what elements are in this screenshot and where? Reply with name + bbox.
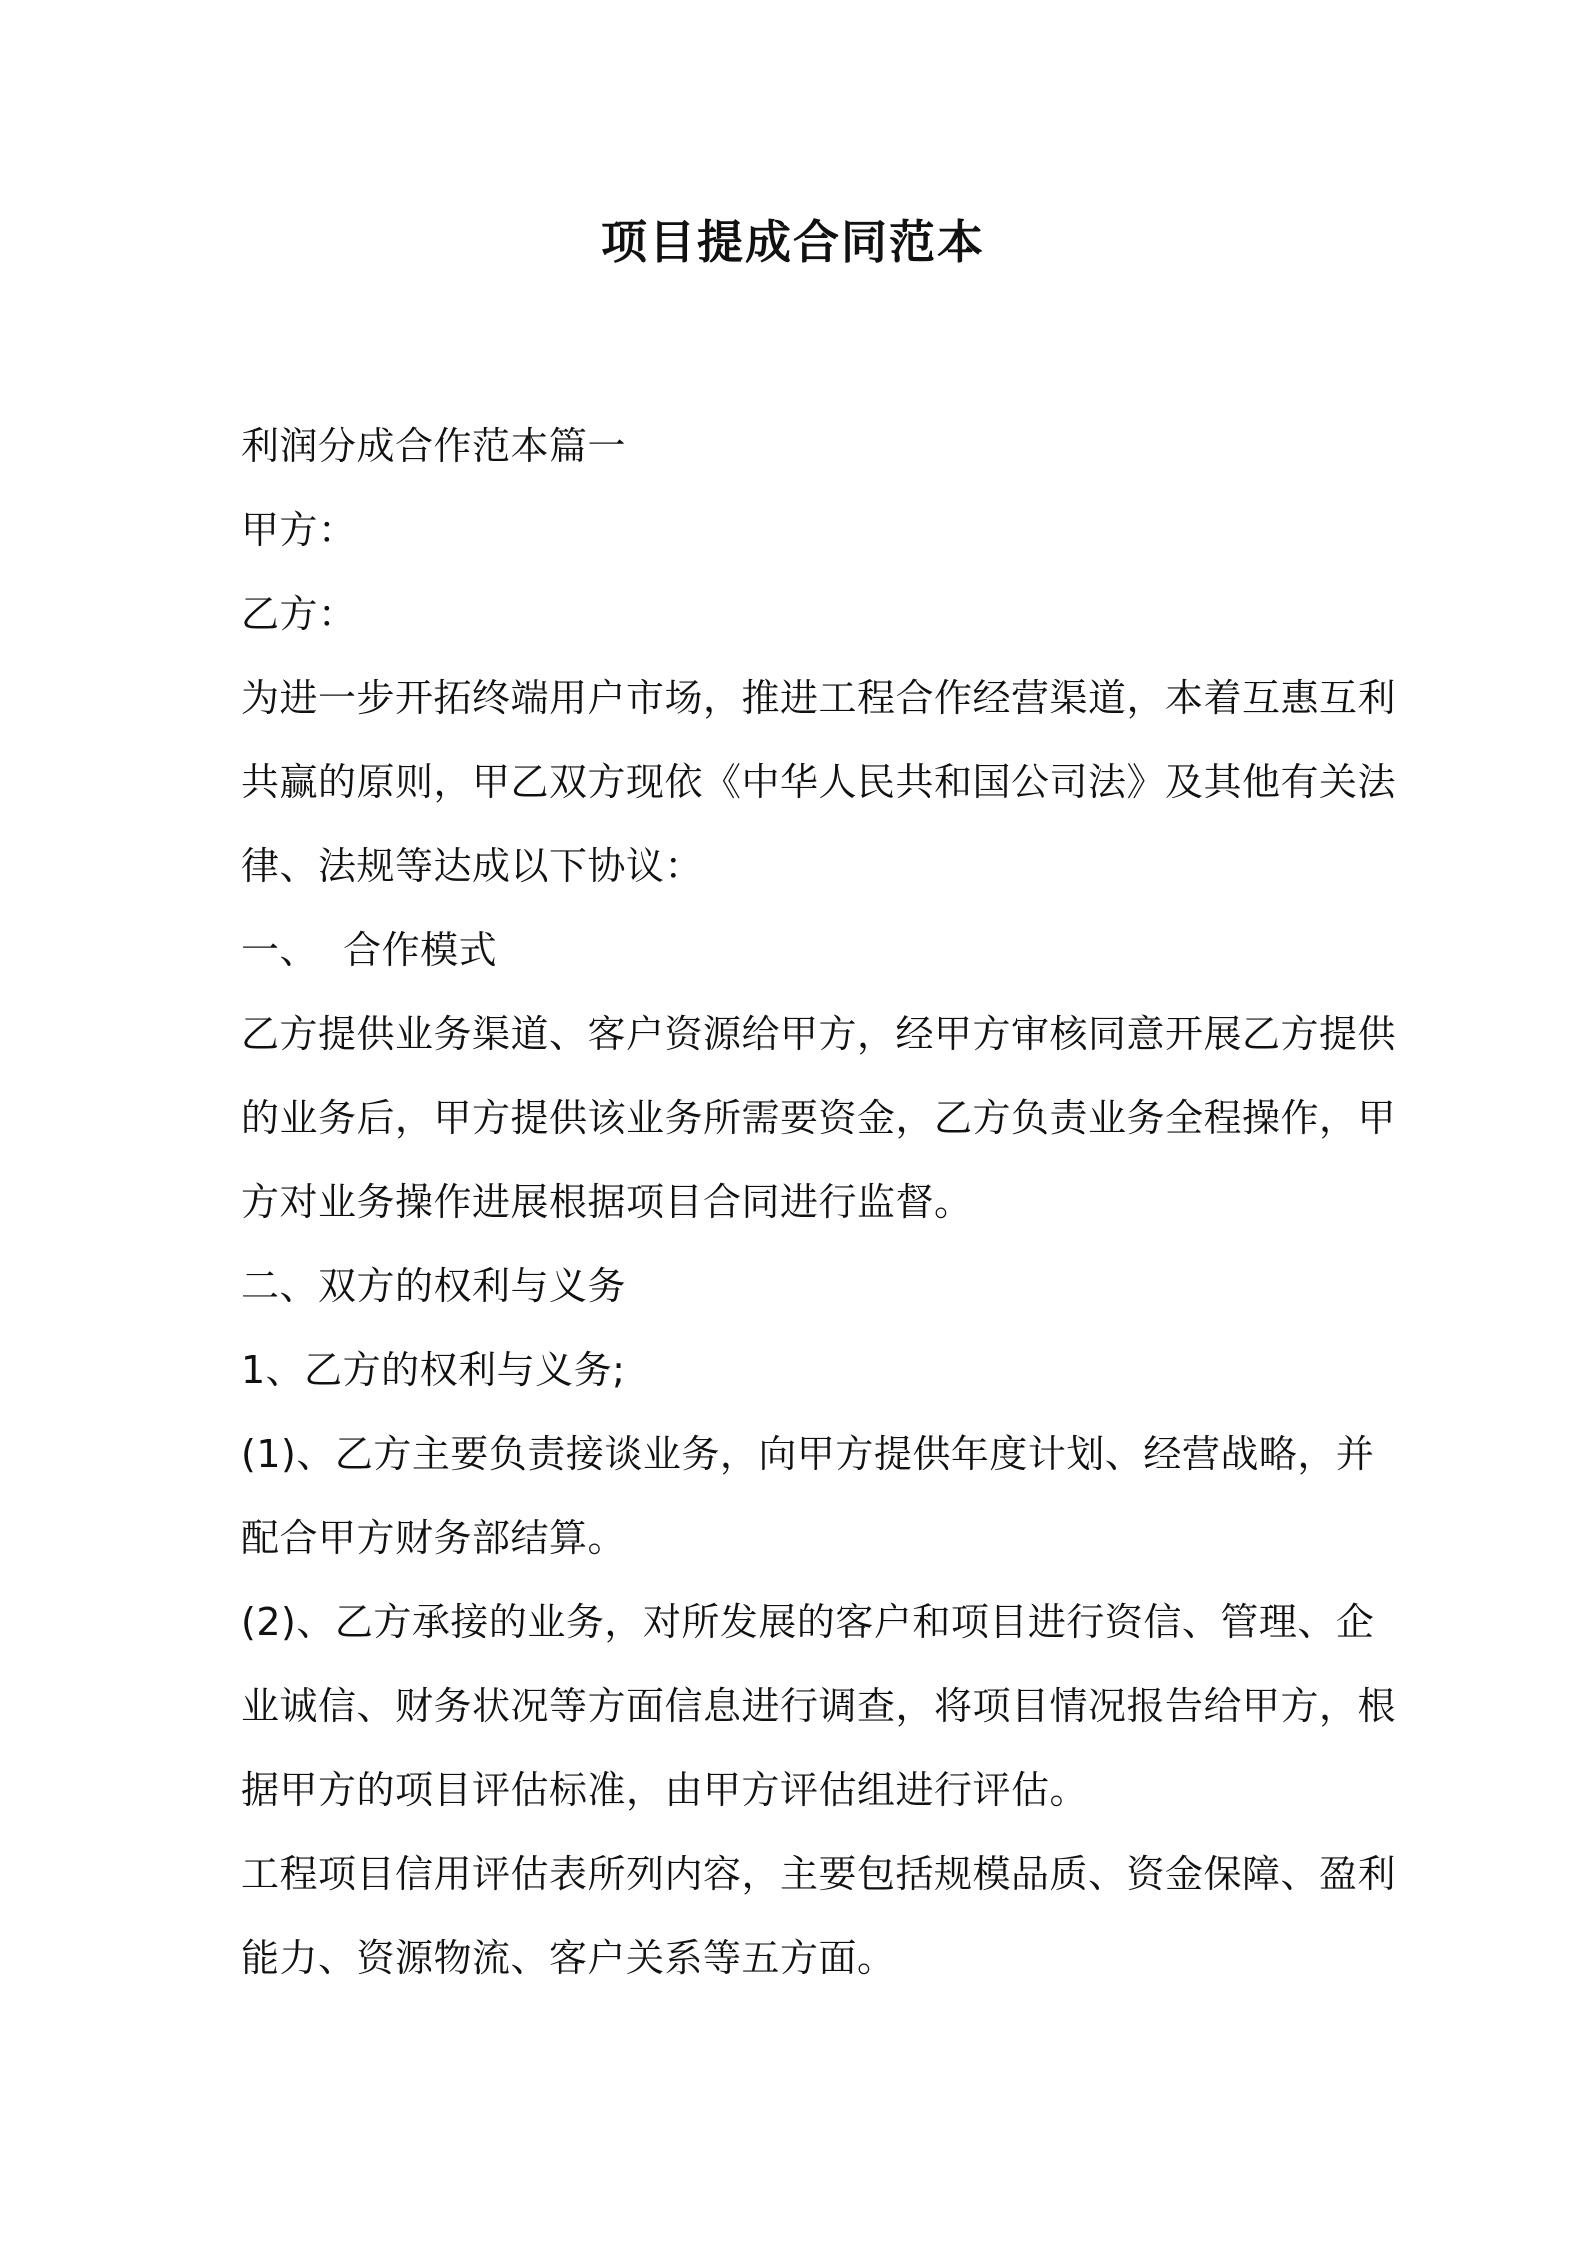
- paragraph-line: 据甲方的项目评估标准，由甲方评估组进行评估。: [241, 1768, 1089, 1812]
- section-heading-profit-sharing: 利润分成合作范本篇一: [241, 424, 627, 468]
- paragraph-line: 方对业务操作进展根据项目合同进行监督。: [241, 1180, 973, 1224]
- paragraph-line: 能力、资源物流、客户关系等五方面。: [241, 1936, 896, 1980]
- clause-heading-rights-obligations: 二、双方的权利与义务: [241, 1264, 627, 1308]
- party-a-label: 甲方：: [241, 508, 357, 552]
- preamble-line: 律、法规等达成以下协议：: [241, 844, 704, 888]
- subclause-heading: 1、乙方的权利与义务;: [241, 1348, 626, 1392]
- paragraph-line: 的业务后，甲方提供该业务所需要资金，乙方负责业务全程操作，甲: [241, 1096, 1397, 1140]
- paragraph-line: 工程项目信用评估表所列内容，主要包括规模品质、资金保障、盈利: [241, 1852, 1397, 1896]
- clause-heading-cooperation-mode: 一、 合作模式: [241, 928, 498, 972]
- preamble-line: 共赢的原则，甲乙双方现依《中华人民共和国公司法》及其他有关法: [241, 760, 1397, 804]
- document-body: [241, 404, 1397, 2000]
- paragraph-line: 乙方提供业务渠道、客户资源给甲方，经甲方审核同意开展乙方提供: [241, 1012, 1397, 1056]
- paragraph-line: (1)、乙方主要负责接谈业务，向甲方提供年度计划、经营战略，并: [241, 1432, 1375, 1476]
- paragraph-line: 配合甲方财务部结算。: [241, 1516, 627, 1560]
- paragraph-line: 业诚信、财务状况等方面信息进行调查，将项目情况报告给甲方，根: [241, 1684, 1397, 1728]
- document-title: 项目提成合同范本: [601, 215, 985, 269]
- preamble-line: 为进一步开拓终端用户市场，推进工程合作经营渠道，本着互惠互利: [241, 676, 1397, 720]
- paragraph-line: (2)、乙方承接的业务，对所发展的客户和项目进行资信、管理、企: [241, 1600, 1375, 1644]
- party-b-label: 乙方：: [241, 592, 357, 636]
